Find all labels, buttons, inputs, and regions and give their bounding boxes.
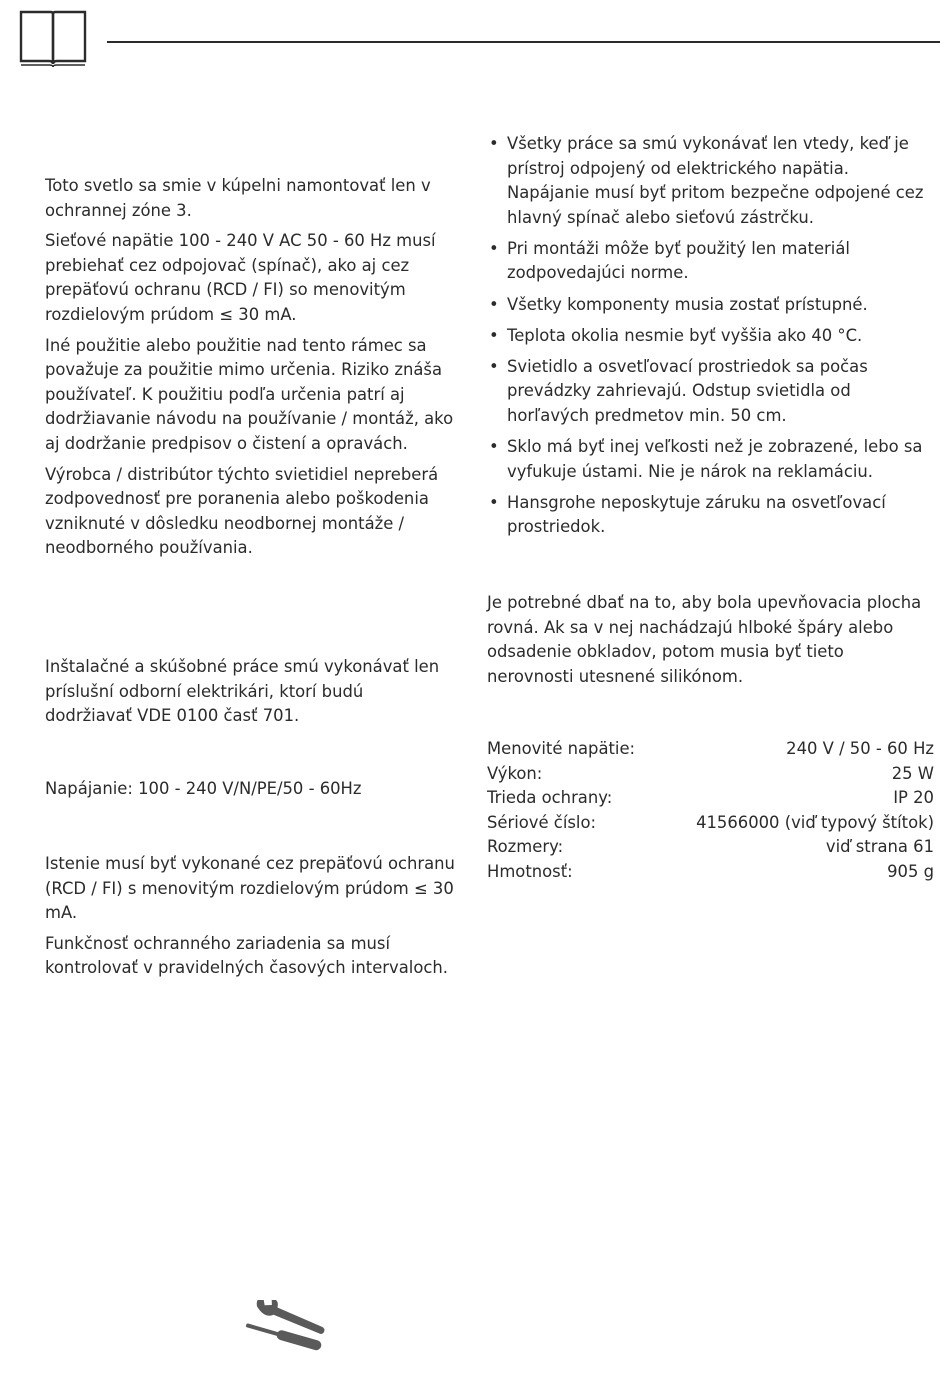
spec-row — [487, 762, 934, 787]
intro-paragraph: Toto svetlo sa smie v kúpelni namontovať len v ochrannej zóne 3. — [45, 176, 431, 220]
protection-section — [45, 852, 455, 981]
safety-list — [487, 132, 934, 540]
open-book-icon — [18, 8, 88, 68]
spec-value: 41566000 (viď typový štítok) — [696, 812, 934, 832]
list-item: • Svietidlo a osvetľovací prostriedok sa počas prevádzky zahrievajú. Odstup svietidla od horľavých predmetov min. 50 cm. — [487, 355, 934, 429]
intro-paragraph: Výrobca / distribútor týchto svietidiel nepreberá zodpovednosť pre poranenia alebo poškodenia vzniknuté v dôsledku neodbornej montáže / neodborného používania. — [45, 464, 439, 558]
power-supply-section — [45, 777, 455, 802]
list-item: • Sklo má byť inej veľkosti než je zobrazené, lebo sa vyfukuje ústami. Nie je nárok na reklamáciu. — [487, 435, 934, 484]
spec-value: 240 V / 50 - 60 Hz — [786, 739, 934, 758]
spec-row — [487, 860, 934, 885]
spec-label: Rozmery: — [487, 837, 564, 857]
spec-label: Výkon: — [487, 763, 543, 783]
spec-value: viď strana 61 — [825, 837, 934, 857]
installation-paragraph: Inštalačné a skúšobné práce smú vykonávať len príslušní odborní elektrikári, ktorí budú dodržiavať VDE 0100 časť 701. — [45, 657, 440, 726]
spec-label: Hmotnosť: — [487, 861, 573, 881]
installation-section — [45, 655, 455, 729]
spec-value: 905 g — [887, 861, 934, 881]
protection-paragraph: Funkčnosť ochranného zariadenia sa musí kontrolovať v pravidelných časových intervaloch. — [45, 933, 448, 978]
wrench-screwdriver-icon — [242, 1300, 328, 1362]
spec-row — [487, 786, 934, 811]
spec-value: IP 20 — [893, 788, 934, 808]
technical-data-table — [487, 737, 934, 885]
spec-row — [487, 811, 934, 836]
power-supply-text: Napájanie: 100 - 240 V/N/PE/50 - 60Hz — [45, 779, 362, 798]
intro-paragraph: Sieťové napätie 100 - 240 V AC 50 - 60 Hz musí prebiehať cez odpojovač (spínač), ako aj cez prepäťovú ochranu (RCD / FI) so menovitým rozdielovým prúdom ≤ 30 mA. — [45, 231, 436, 324]
intro-paragraph: Iné použitie alebo použitie nad tento rámec sa považuje za použitie mimo určenia. Riziko znáša používateľ. K použitiu podľa určenia patrí aj dodržiavanie návodu na používanie / montáž, ako aj dodržanie predpisov o čistení a opravách. — [45, 335, 454, 453]
spec-row — [487, 835, 934, 860]
protection-paragraph: Istenie musí byť vykonané cez prepäťovú ochranu (RCD / FI) s menovitým rozdielovým prúdom ≤ 30 mA. — [45, 854, 455, 923]
list-item: • Všetky komponenty musia zostať prístupné. — [487, 293, 934, 318]
spec-label: Menovité napätie: — [487, 739, 636, 758]
spec-label: Sériové číslo: — [487, 812, 597, 832]
header-rule — [107, 41, 940, 43]
safety-section — [487, 132, 934, 546]
list-item: • Hansgrohe neposkytuje záruku na osvetľovací prostriedok. — [487, 491, 934, 540]
list-item: • Teplota okolia nesmie byť vyššia ako 40 °C. — [487, 324, 934, 349]
list-item: • Všetky práce sa smú vykonávať len vtedy, keď je prístroj odpojený od elektrického napätia. Napájanie musí byť pritom bezpečne odpojené cez hlavný spínač alebo sieťovú zástrčku. — [487, 132, 934, 230]
mounting-section — [487, 591, 934, 689]
list-item: • Pri montáži môže byť použitý len materiál zodpovedajúci norme. — [487, 237, 934, 286]
spec-value: 25 W — [891, 763, 934, 783]
mounting-paragraph: Je potrebné dbať na to, aby bola upevňovacia plocha rovná. Ak sa v nej nachádzajú hlboké špáry alebo odsadenie obkladov, potom musia byť tieto nerovnosti utesnené silikónom. — [487, 593, 922, 686]
intro-section — [45, 174, 455, 561]
spec-row — [487, 737, 934, 762]
spec-label: Trieda ochrany: — [487, 788, 613, 808]
